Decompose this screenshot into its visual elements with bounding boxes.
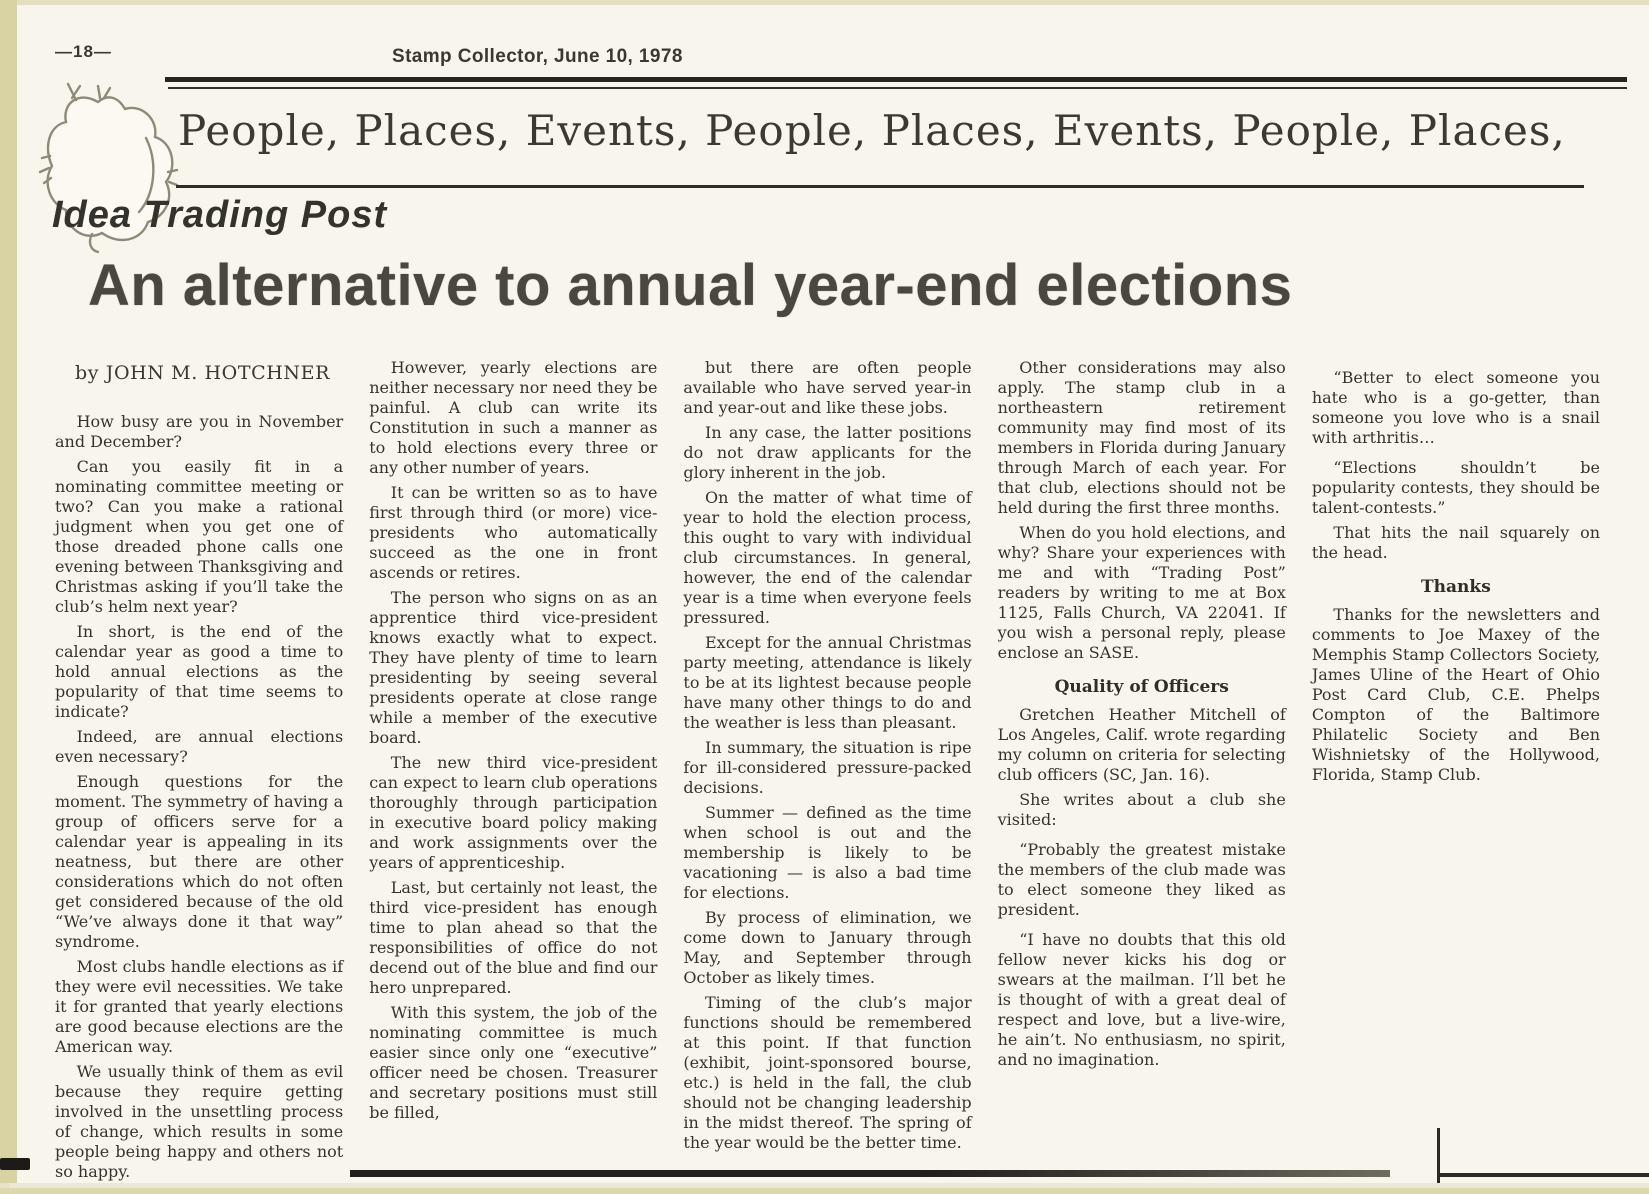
article-paragraph: Timing of the club’s major functions should be remembered at this point. If that function (exhibit, joint-sponsored bourse, etc.) is held in the fall, the club should not be changing leadership in the midst thereof. The spring of the year would be the better time.: [683, 993, 972, 1152]
page-number: —18—: [55, 42, 112, 61]
section-title: Idea Trading Post: [52, 194, 388, 236]
article-paragraph: “Better to elect someone you hate who is a go-getter, than someone you love who is a snail with arthritis…: [1311, 368, 1601, 447]
article-paragraph: Other considerations may also apply. The stamp club in a northeastern retirement community may find most of its members in Florida during January through March of each year. For that club, elections should not be held during the first three months.: [997, 358, 1286, 517]
masthead-title: Stamp Collector, June 10, 1978: [392, 46, 683, 67]
article-paragraph: Except for the annual Christmas party meeting, attendance is likely to be at its lightest because people have many other things to do and the weather is less than pleasant.: [683, 633, 972, 732]
article-paragraph: Summer — defined as the time when school is out and the membership is likely to be vacationing — is also a bad time for elections.: [683, 803, 972, 902]
column-subhead: Thanks: [1421, 577, 1491, 597]
page-corner-mark-horizontal: [1437, 1173, 1649, 1177]
article-byline: by JOHN M. HOTCHNER: [75, 362, 331, 384]
article-paragraph: In short, is the end of the calendar year as good a time to hold annual elections as the popularity of that time seems to indicate?: [55, 622, 344, 721]
article-paragraph: We usually think of them as evil because they require getting involved in the unsettling process of change, which results in some people being happy and others not so happy.: [55, 1062, 344, 1181]
banner-rule-top-thin: [168, 87, 1627, 89]
article-column: [998, 358, 1286, 1170]
article-column: [55, 358, 344, 1181]
bottom-rule: [350, 1170, 1390, 1177]
article-paragraph: She writes about a club she visited:: [997, 790, 1286, 829]
article-paragraph: Last, but certainly not least, the third vice-president has enough time to plan ahead so that the responsibilities of office do not decend out of the blue and find our hero unprepared.: [369, 878, 658, 997]
article-paragraph: Most clubs handle elections as if they were evil necessities. We take it for granted that yearly elections are good because elections are the American way.: [55, 957, 344, 1056]
article-paragraph: “I have no doubts that this old fellow never kicks his dog or swears at the mailman. I’ll bet he is thought of with a great deal of respect and love, but a live-wire, he ain’t. No enthusiasm, no spirit, and no imagination.: [997, 930, 1286, 1069]
scan-edge-bottom: [0, 1188, 1649, 1194]
article-paragraph: In any case, the latter positions do not draw applicants for the glory inherent in the job.: [683, 423, 972, 482]
column-subhead: Quality of Officers: [1054, 677, 1229, 697]
article-paragraph: “Probably the greatest mistake the members of the club made was to elect someone they liked as president.: [997, 840, 1286, 919]
article-paragraph: By process of elimination, we come down to January through May, and September through October as likely times.: [683, 908, 972, 987]
banner-rule-bottom: [176, 185, 1584, 188]
article-paragraph: “Elections shouldn’t be popularity contests, they should be talent-contests.”: [1311, 458, 1601, 517]
article-paragraph: On the matter of what time of year to hold the election process, this ought to vary with individual club circumstances. In general, however, the end of the calendar year is a time when everyone feels pressured.: [683, 488, 972, 627]
article-paragraph: How busy are you in November and December?: [55, 412, 344, 451]
article-paragraph: The new third vice-president can expect to learn club operations thoroughly through participation in executive board policy making and work assignments over the years of apprenticeship.: [369, 753, 658, 872]
article-column: [683, 358, 971, 1170]
article-paragraph: Can you easily fit in a nominating committee meeting or two? Can you make a rational judgment when you get one of those dreaded phone calls one evening between Thanksgiving and Christmas asking if you’ll take the club’s helm next year?: [55, 457, 344, 616]
article-paragraph: In summary, the situation is ripe for ill-considered pressure-packed decisions.: [683, 738, 972, 797]
article-columns: [55, 358, 1601, 1181]
article-paragraph: The person who signs on as an apprentice third vice-president knows exactly what to expect. They have plenty of time to learn presidenting by seeing several presidents operate at close range while a member of the executive board.: [369, 588, 658, 747]
banner-rule-top-thick: [165, 77, 1627, 82]
article-paragraph: Gretchen Heather Mitchell of Los Angeles, Calif. wrote regarding my column on criteria for selecting club officers (SC, Jan. 16).: [997, 705, 1286, 784]
article-paragraph: That hits the nail squarely on the head.: [1311, 523, 1601, 562]
article-paragraph: When do you hold elections, and why? Share your experiences with me and with “Trading Post” readers by writing to me at Box 1125, Falls Church, VA 22041. If you wish a personal reply, please enclose an SASE.: [997, 523, 1286, 662]
ink-smudge: [0, 1158, 30, 1170]
article-column: [369, 358, 657, 1170]
article-paragraph: but there are often people available who have served year-in and year-out and like these jobs.: [683, 358, 972, 417]
article-paragraph: Enough questions for the moment. The symmetry of having a group of officers serve for a calendar year is appealing in its neatness, but there are other considerations which do not often get considered because of the old “We’ve always done it that way” syndrome.: [55, 772, 344, 951]
scan-edge-top: [0, 0, 1649, 5]
article-paragraph: It can be written so as to have first through third (or more) vice-presidents who automatically succeed as the one in front ascends or retires.: [369, 483, 658, 582]
article-paragraph: Indeed, are annual elections even necessary?: [55, 727, 344, 766]
scan-edge-left: [0, 0, 17, 1183]
banner-text: People, Places, Events, People, Places, Events, People, Places,: [178, 106, 1566, 155]
article-paragraph: With this system, the job of the nominating committee is much easier since only one “executive” officer need be chosen. Treasurer and secretary positions must still be filled,: [369, 1003, 658, 1122]
article-paragraph: However, yearly elections are neither necessary nor need they be painful. A club can write its Constitution in such a manner as to hold elections every three or any other number of years.: [369, 358, 658, 477]
article-column: [1312, 358, 1600, 1170]
article-paragraph: Thanks for the newsletters and comments to Joe Maxey of the Memphis Stamp Collectors Society, James Uline of the Heart of Ohio Post Card Club, C.E. Phelps Compton of the Baltimore Philatelic Society and Ben Wishnietsky of the Hollywood, Florida, Stamp Club.: [1311, 605, 1601, 784]
article-headline: An alternative to annual year-end elections: [88, 253, 1293, 318]
